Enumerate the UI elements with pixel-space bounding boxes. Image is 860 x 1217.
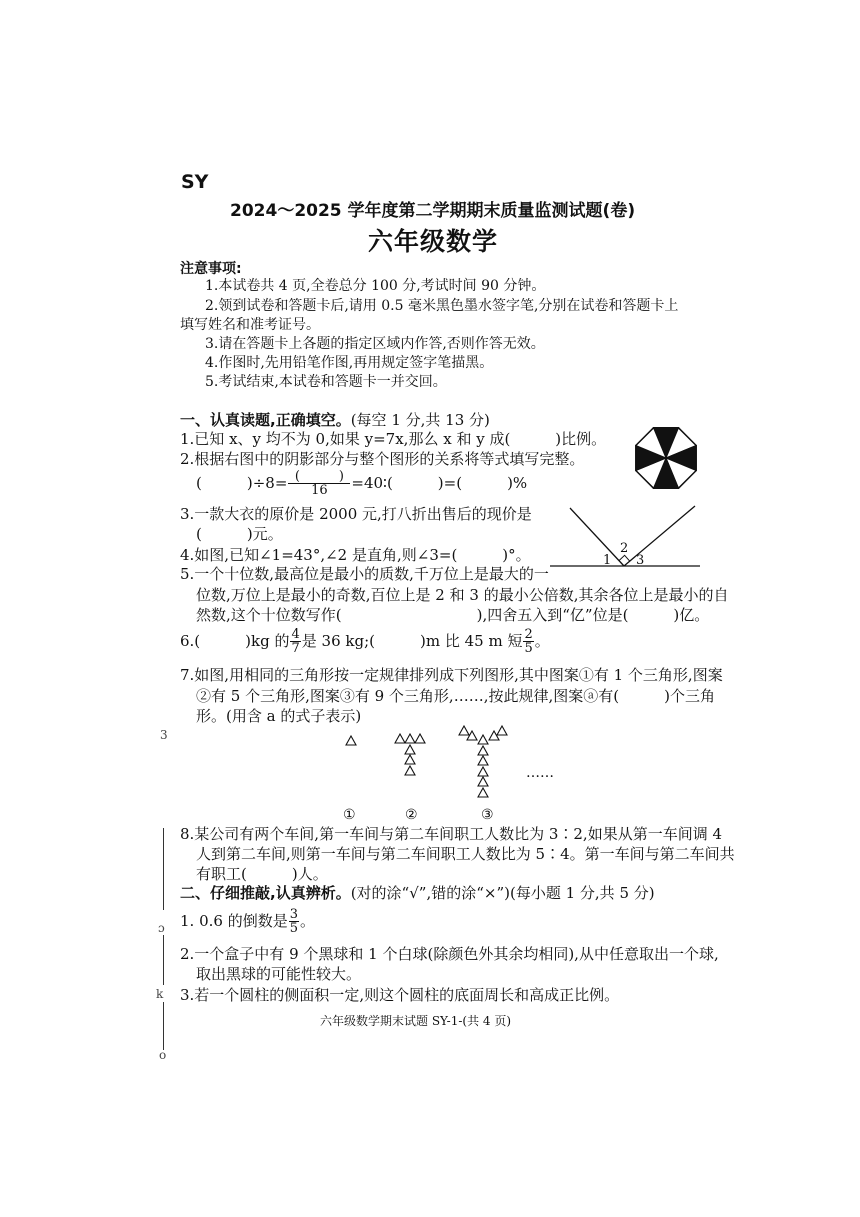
section1-header bbox=[180, 413, 490, 428]
margin-mark: o bbox=[159, 1048, 167, 1062]
section1-heading: 一、认真读题,正确填空。 bbox=[180, 411, 351, 429]
s2-q1-part-b: 。 bbox=[299, 912, 315, 930]
pattern-label-1: ① bbox=[343, 807, 356, 823]
exam-title: 2024～2025 学年度第二学期期末质量监测试题(卷) bbox=[230, 201, 636, 221]
q2-fraction-numerator: ( ) bbox=[294, 469, 344, 484]
question-7-line3: 形。(用含 a 的式子表示) bbox=[196, 707, 362, 725]
binding-line bbox=[163, 828, 164, 910]
notice-heading: 注意事项: bbox=[180, 261, 242, 277]
margin-mark: ɔ bbox=[158, 921, 165, 935]
angle-figure bbox=[540, 500, 700, 572]
question-5-line3: 然数,这个十位数写作( ),四舍五入到“亿”位是( )亿。 bbox=[196, 606, 710, 624]
section2-header bbox=[180, 886, 655, 901]
question-5-line2: 位数,万位上是最小的奇数,百位上是 2 和 3 的最小公倍数,其余各位上是最小的自 bbox=[196, 586, 729, 604]
q6-fraction-1-numerator: 4 bbox=[291, 627, 300, 642]
binding-line bbox=[163, 935, 164, 985]
angle-label-1: 1 bbox=[603, 553, 612, 568]
notice-item: 填写姓名和准考证号。 bbox=[180, 317, 320, 333]
q6-part-c: 。 bbox=[534, 632, 550, 650]
q2-fraction bbox=[288, 470, 350, 497]
notice-item: 3.请在答题卡上各题的指定区域内作答,否则作答无效。 bbox=[205, 336, 545, 352]
subject-title: 六年级数学 bbox=[368, 227, 499, 256]
q6-fraction-1 bbox=[290, 628, 300, 655]
angle-label-3: 3 bbox=[636, 553, 645, 568]
q6-part-a: 6.( )kg 的 bbox=[180, 632, 290, 650]
q2-fraction-denominator: 16 bbox=[311, 483, 328, 498]
pattern-label-3: ③ bbox=[481, 807, 494, 823]
pattern-label-2: ② bbox=[405, 807, 418, 823]
q6-fraction-2-numerator: 2 bbox=[524, 627, 533, 642]
question-7-line2: ②有 5 个三角形,图案③有 9 个三角形,……,按此规律,图案ⓐ有( )个三角 bbox=[196, 687, 715, 705]
s2-q1-fraction-numerator: 3 bbox=[289, 907, 298, 922]
octagon-shaded-figure bbox=[633, 425, 699, 491]
question-6 bbox=[180, 628, 550, 655]
paper-code: SY bbox=[181, 171, 209, 193]
s2-question-1 bbox=[180, 908, 315, 935]
question-2-equation bbox=[196, 470, 527, 497]
section2-note: (对的涂“√”,错的涂“×”)(每小题 1 分,共 5 分) bbox=[350, 884, 655, 902]
pattern-ellipsis: …… bbox=[526, 765, 554, 781]
margin-mark: 3 bbox=[160, 728, 168, 742]
question-8-line2: 人到第二车间,则第一车间与第二车间职工人数比为 5∶4。第一车间与第二车间共 bbox=[196, 845, 735, 863]
section1-note: (每空 1 分,共 13 分) bbox=[350, 411, 490, 429]
question-3-line1: 3.一款大衣的原价是 2000 元,打八折出售后的现价是 bbox=[180, 505, 532, 523]
angle-label-2: 2 bbox=[620, 541, 629, 556]
s2-q1-fraction-denominator: 5 bbox=[289, 921, 298, 936]
q2-eq-part-a: ( )÷8= bbox=[196, 474, 288, 492]
question-2: 2.根据右图中的阴影部分与整个图形的关系将等式填写完整。 bbox=[180, 450, 585, 468]
q6-fraction-2-denominator: 5 bbox=[524, 641, 533, 656]
q2-eq-part-b: =40∶( )=( )% bbox=[351, 474, 528, 492]
q6-fraction-1-denominator: 7 bbox=[291, 641, 300, 656]
s2-question-3: 3.若一个圆柱的侧面积一定,则这个圆柱的底面周长和高成正比例。 bbox=[180, 986, 620, 1004]
question-4: 4.如图,已知∠1=43°,∠2 是直角,则∠3=( )°。 bbox=[180, 546, 531, 564]
question-7-line1: 7.如图,用相同的三角形按一定规律排列成下列图形,其中图案①有 1 个三角形,图案 bbox=[180, 666, 723, 684]
question-3-line2: ( )元。 bbox=[196, 525, 283, 543]
s2-q1-fraction bbox=[289, 908, 299, 935]
notice-item: 5.考试结束,本试卷和答题卡一并交回。 bbox=[205, 374, 447, 390]
s2-question-2-line1: 2.一个盒子中有 9 个黑球和 1 个白球(除颜色外其余均相同),从中任意取出一个球, bbox=[180, 945, 719, 963]
section2-heading: 二、仔细推敲,认真辨析。 bbox=[180, 884, 351, 902]
question-8-line3: 有职工( )人。 bbox=[196, 865, 328, 883]
question-1: 1.已知 x、y 均不为 0,如果 y=7x,那么 x 和 y 成( )比例。 bbox=[180, 430, 607, 448]
binding-line bbox=[163, 1002, 164, 1050]
notice-item: 4.作图时,先用铅笔作图,再用规定签字笔描黑。 bbox=[205, 355, 494, 371]
s2-q1-part-a: 1. 0.6 的倒数是 bbox=[180, 912, 288, 930]
page-footer: 六年级数学期末试题 SY-1-(共 4 页) bbox=[320, 1014, 512, 1028]
question-8-line1: 8.某公司有两个车间,第一车间与第二车间职工人数比为 3∶2,如果从第一车间调 4 bbox=[180, 825, 723, 843]
q6-fraction-2 bbox=[523, 628, 533, 655]
margin-mark: k bbox=[156, 987, 164, 1001]
question-5-line1: 5.一个十位数,最高位是最小的质数,千万位上是最大的一 bbox=[180, 565, 549, 583]
q6-part-b: 是 36 kg;( )m 比 45 m 短 bbox=[301, 632, 523, 650]
notice-item: 1.本试卷共 4 页,全卷总分 100 分,考试时间 90 分钟。 bbox=[205, 278, 546, 294]
s2-question-2-line2: 取出黑球的可能性较大。 bbox=[196, 965, 362, 983]
notice-item: 2.领到试卷和答题卡后,请用 0.5 毫米黑色墨水签字笔,分别在试卷和答题卡上 bbox=[205, 298, 679, 314]
